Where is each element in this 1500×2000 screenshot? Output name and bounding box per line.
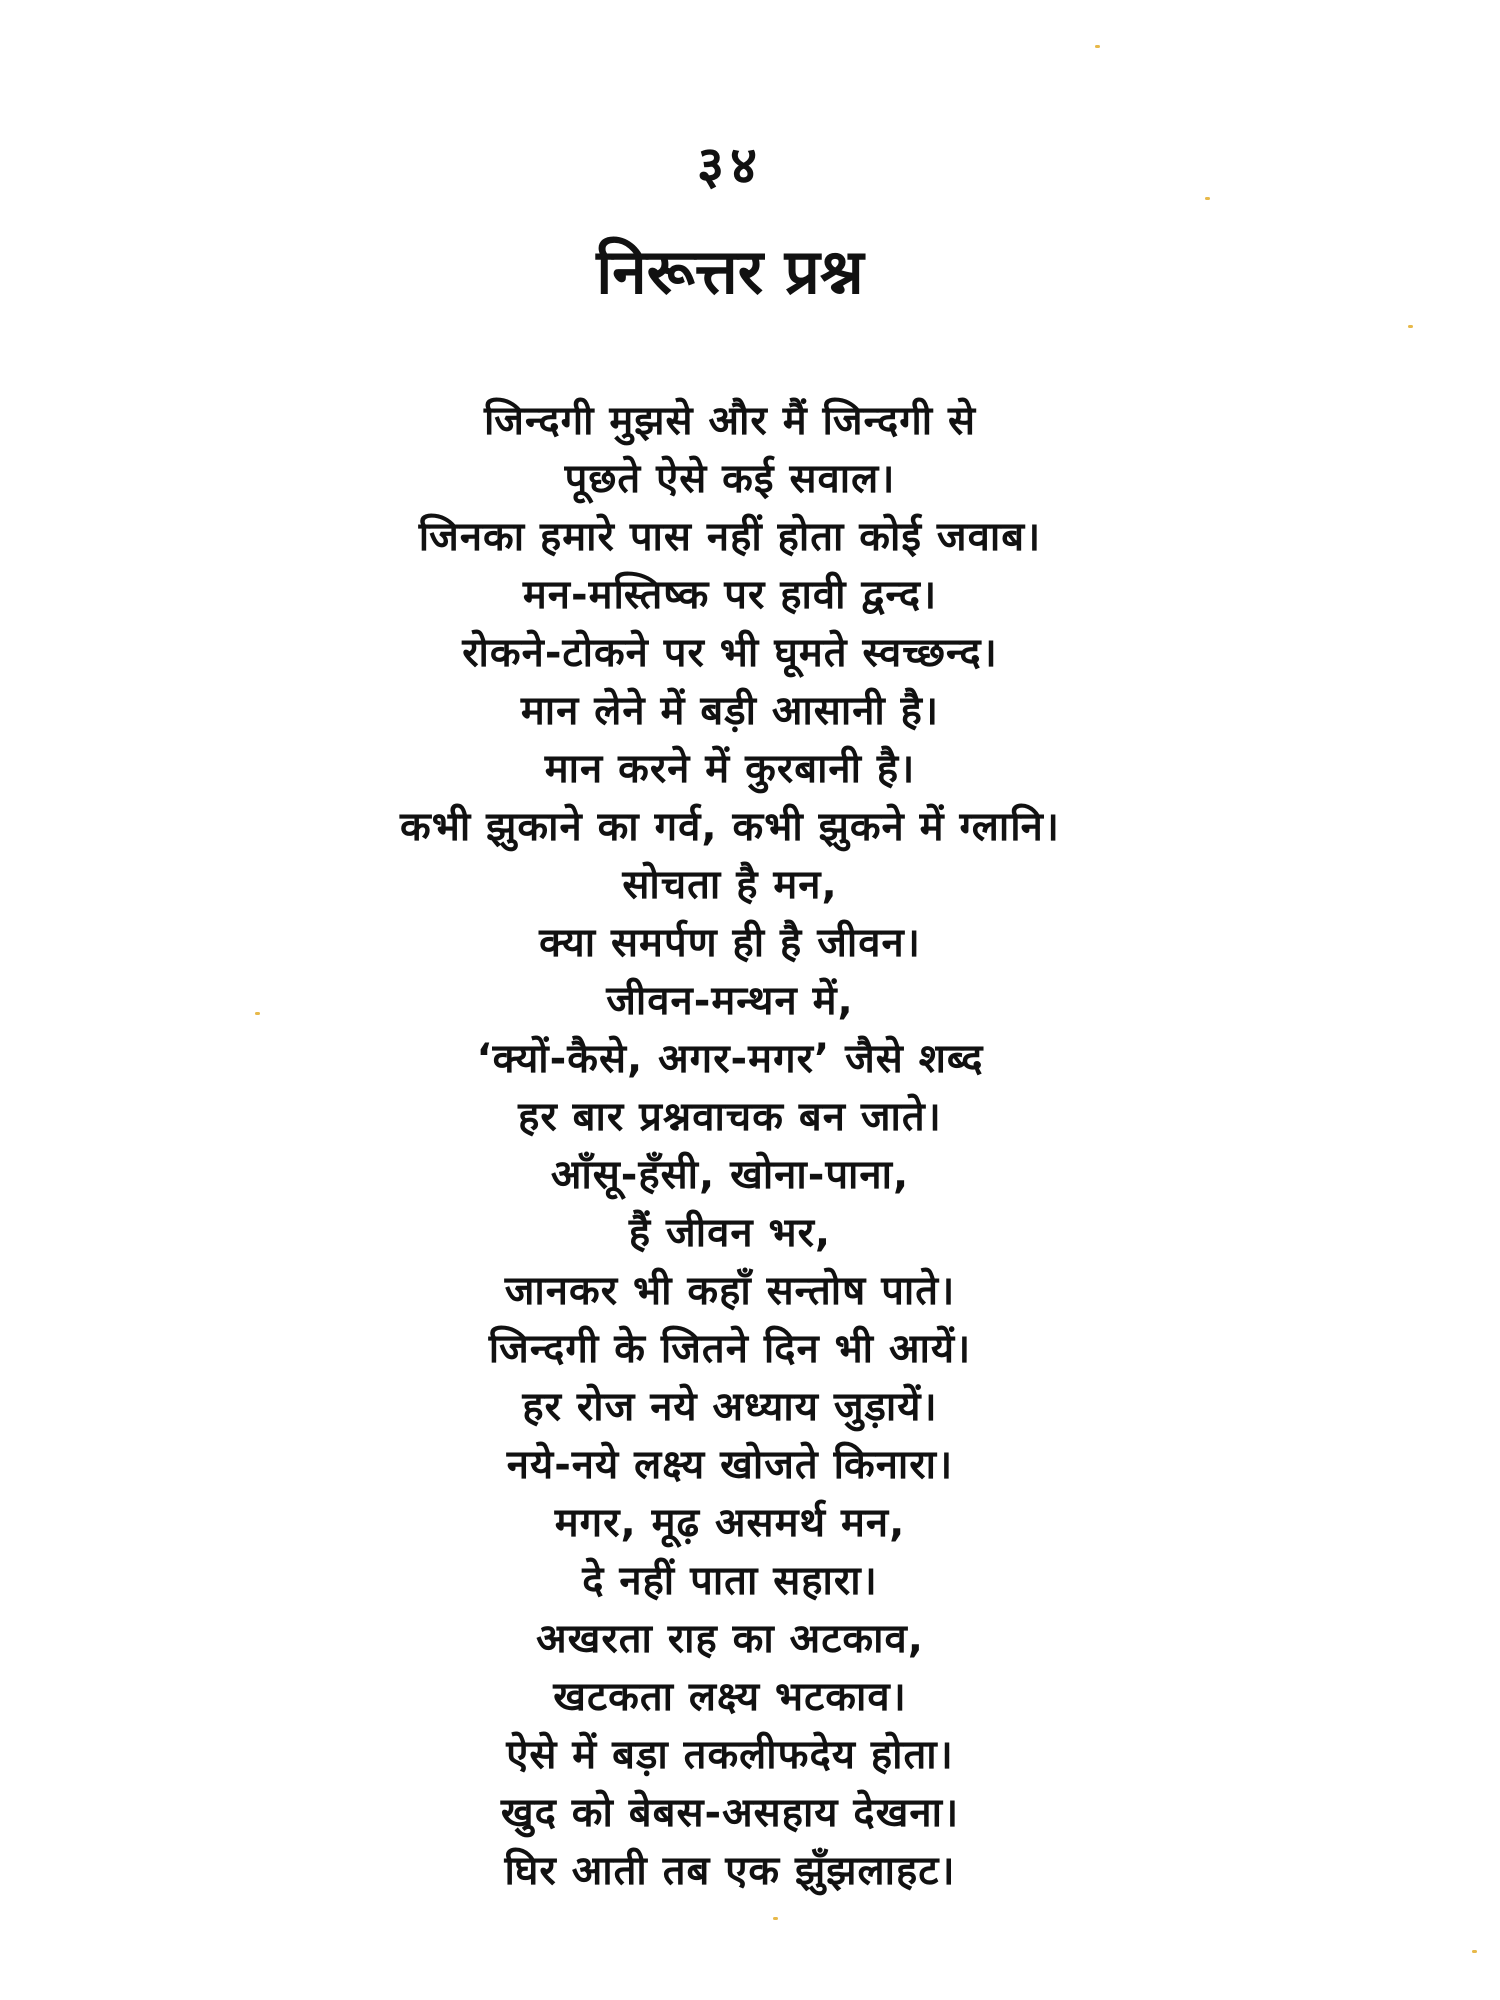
poem-line: जिनका हमारे पास नहीं होता कोई जवाब। — [418, 514, 1042, 560]
chapter-number: ३४ — [696, 136, 764, 196]
poem-line: ‘क्यों-कैसे, अगर-मगर’ जैसे शब्द — [476, 1036, 984, 1082]
poem-line: मन-मस्तिष्क पर हावी द्वन्द। — [522, 572, 938, 618]
poem-line: रोकने-टोकने पर भी घूमते स्वच्छन्द। — [462, 630, 998, 676]
poem-line: मान करने में कुरबानी है। — [544, 746, 916, 792]
poem-line: मान लेने में बड़ी आसानी है। — [520, 688, 940, 734]
poem-line: आँसू-हँसी, खोना-पाना, — [550, 1152, 910, 1198]
poem-line: नये-नये लक्ष्य खोजते किनारा। — [506, 1442, 954, 1488]
scan-speck — [1205, 197, 1210, 200]
poem-line: जिन्दगी मुझसे और मैं जिन्दगी से — [483, 398, 977, 444]
scan-speck — [773, 1917, 778, 1920]
poem-line: जीवन-मन्थन में, — [606, 978, 854, 1024]
poem-line: ऐसे में बड़ा तकलीफदेय होता। — [506, 1732, 954, 1778]
poem-line: कभी झुकाने का गर्व, कभी झुकने में ग्लानि। — [400, 804, 1060, 850]
poem-line: सोचता है मन, — [622, 862, 838, 908]
poem-line: पूछते ऐसे कई सवाल। — [564, 456, 896, 502]
poem-line: मगर, मूढ़ असमर्थ मन, — [554, 1500, 906, 1546]
scan-speck — [1472, 1950, 1477, 1953]
poem-line: जिन्दगी के जितने दिन भी आयें। — [488, 1326, 972, 1372]
scan-speck — [1408, 325, 1413, 328]
poem-body — [0, 392, 1480, 1900]
scan-speck — [1095, 45, 1100, 48]
poem-line: हर रोज नये अध्याय जुड़ायें। — [522, 1384, 938, 1430]
poem-line: खटकता लक्ष्य भटकाव। — [553, 1674, 907, 1720]
poem-line: क्या समर्पण ही है जीवन। — [539, 920, 921, 966]
poem-line: अखरता राह का अटकाव, — [536, 1616, 924, 1662]
poem-line: हर बार प्रश्नवाचक बन जाते। — [518, 1094, 942, 1140]
poem-line: जानकर भी कहाँ सन्तोष पाते। — [504, 1268, 956, 1314]
poem-line: खुद को बेबस-असहाय देखना। — [500, 1790, 960, 1836]
scan-speck — [255, 1012, 260, 1015]
poem-line: हैं जीवन भर, — [628, 1210, 832, 1256]
poem-line: दे नहीं पाता सहारा। — [582, 1558, 878, 1604]
poem-title: निरूत्तर प्रश्न — [596, 235, 864, 308]
poem-line: घिर आती तब एक झुँझलाहट। — [504, 1848, 956, 1894]
